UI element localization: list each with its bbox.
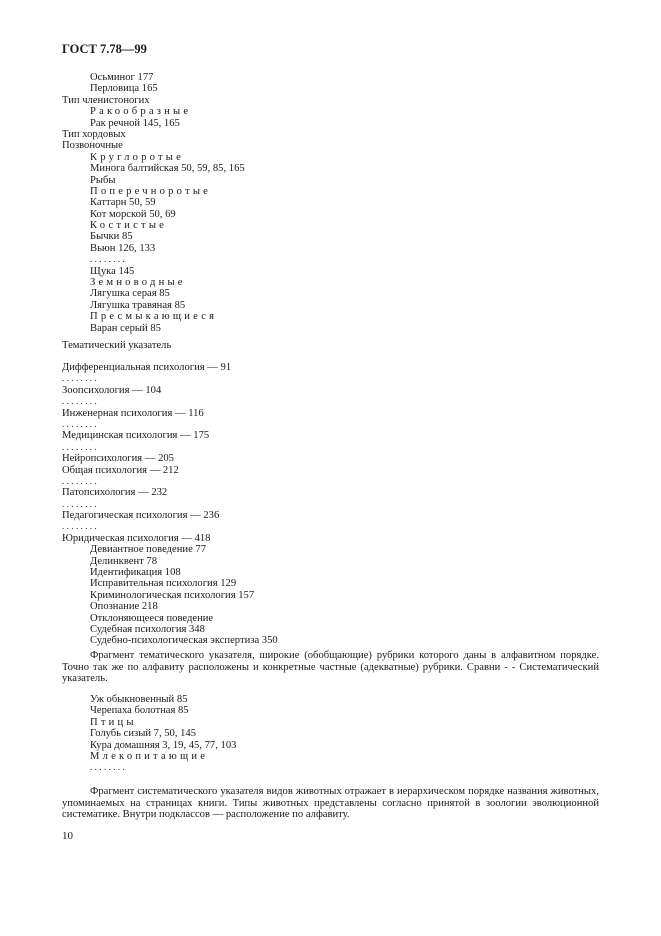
- systematic-index-entry: Щука 145: [90, 265, 135, 277]
- thematic-index-entry: Общая психология — 212: [62, 464, 179, 476]
- systematic-index-entry: Кот морской 50, 69: [90, 208, 176, 220]
- systematic-index-entry: Рыбы: [90, 174, 116, 186]
- thematic-index-entry: Судебно-психологическая экспертиза 350: [90, 635, 278, 647]
- systematic-index-entry: Черепаха болотная 85: [90, 705, 189, 717]
- thematic-index-entry: Исправительная психология 129: [90, 578, 237, 590]
- systematic-index-group-heading: Костистые: [90, 220, 168, 232]
- thematic-index-entry: Медицинская психология — 175: [62, 430, 210, 442]
- thematic-index-caption: Фрагмент тематического указателя, широкие (обобщающие) рубрики которого даны в алфавитном порядке. Точно так же по алфавиту расположены и конкретные частные (адекватные) рубрики. Сравни - - Систематический указатель.: [62, 650, 599, 685]
- thematic-index-entry: Судебная психология 348: [90, 623, 205, 635]
- systematic-index-entry: Минога балтийская 50, 59, 85, 165: [90, 163, 245, 175]
- thematic-index-entry: Юридическая психология — 418: [62, 532, 211, 544]
- systematic-index-entry: Бычки 85: [90, 231, 133, 243]
- systematic-index-entry: Лягушка серая 85: [90, 288, 170, 300]
- ellipsis-omission: ........: [90, 254, 128, 265]
- systematic-index-entry: Тип хордовых: [62, 128, 126, 140]
- ellipsis-omission: ........: [62, 521, 100, 532]
- thematic-index-entry: Отклоняющееся поведение: [90, 612, 214, 624]
- thematic-index-entry: Дифференциальная психология — 91: [62, 362, 232, 373]
- thematic-index-entry: Девиантное поведение 77: [90, 544, 207, 556]
- thematic-index-entry: Опознание 218: [90, 601, 158, 613]
- page-number: 10: [62, 830, 73, 842]
- systematic-index-group-heading: Круглоротые: [90, 151, 185, 163]
- thematic-index-entry: Криминологическая психология 157: [90, 589, 255, 601]
- ellipsis-omission: ........: [62, 373, 100, 384]
- systematic-index-entry: Варан серый 85: [90, 322, 161, 334]
- systematic-index-entry: Тип членистоногих: [62, 94, 150, 106]
- systematic-index-entry: Позвоночные: [62, 140, 123, 152]
- thematic-index-entry: Педагогическая психология — 236: [62, 510, 220, 522]
- running-header: ГОСТ 7.78—99: [62, 42, 147, 56]
- systematic-index-caption: Фрагмент систематического указателя видов животных отражает в иерархическом порядке названия животных, упоминаемых на страницах книги. Типы животных представлены согласно принятой в зоологии эволюционной систематике. Внутри подклассов — расположение по алфавиту.: [62, 786, 599, 821]
- ellipsis-omission: ........: [62, 475, 100, 486]
- thematic-index-title: Тематический указатель: [62, 340, 172, 351]
- thematic-index-entry: Нейропсихология — 205: [62, 453, 174, 465]
- systematic-index-group-heading: Млекопитающие: [90, 750, 209, 762]
- ellipsis-omission: ........: [62, 441, 100, 452]
- systematic-index-group-heading: Птицы: [90, 716, 137, 728]
- thematic-index-entry: Зоопсихология — 104: [62, 384, 162, 396]
- thematic-index-entry: Патопсихология — 232: [62, 487, 168, 499]
- thematic-index-entry: Идентификация 108: [90, 567, 181, 579]
- systematic-index-fragment-bottom: [62, 694, 607, 774]
- systematic-index-fragment-top: [62, 72, 607, 334]
- systematic-index-entry: Рак речной 145, 165: [90, 117, 180, 129]
- systematic-index-group-heading: Пресмыкающиеся: [90, 311, 218, 323]
- ellipsis-omission: ........: [90, 762, 128, 773]
- ellipsis-omission: ........: [62, 418, 100, 429]
- systematic-index-entry: Уж обыкновенный 85: [90, 694, 188, 705]
- systematic-index-entry: Перловица 165: [90, 83, 158, 95]
- systematic-index-group-heading: Ракообразные: [90, 106, 192, 118]
- systematic-index-entry: Осьминог 177: [90, 72, 154, 83]
- ellipsis-omission: ........: [62, 498, 100, 509]
- systematic-index-group-heading: Поперечноротые: [90, 185, 212, 197]
- thematic-index-fragment: [62, 362, 607, 647]
- thematic-index-entry: Делинквент 78: [90, 555, 158, 567]
- ellipsis-omission: ........: [62, 396, 100, 407]
- systematic-index-entry: Вьюн 126, 133: [90, 242, 156, 254]
- thematic-index-entry: Инженерная психология — 116: [62, 407, 204, 419]
- systematic-index-group-heading: Земноводные: [90, 277, 186, 289]
- systematic-index-entry: Голубь сизый 7, 50, 145: [90, 728, 197, 740]
- systematic-index-entry: Кура домашняя 3, 19, 45, 77, 103: [90, 739, 237, 751]
- systematic-index-entry: Лягушка травяная 85: [90, 299, 186, 311]
- systematic-index-entry: Каттарн 50, 59: [90, 197, 156, 209]
